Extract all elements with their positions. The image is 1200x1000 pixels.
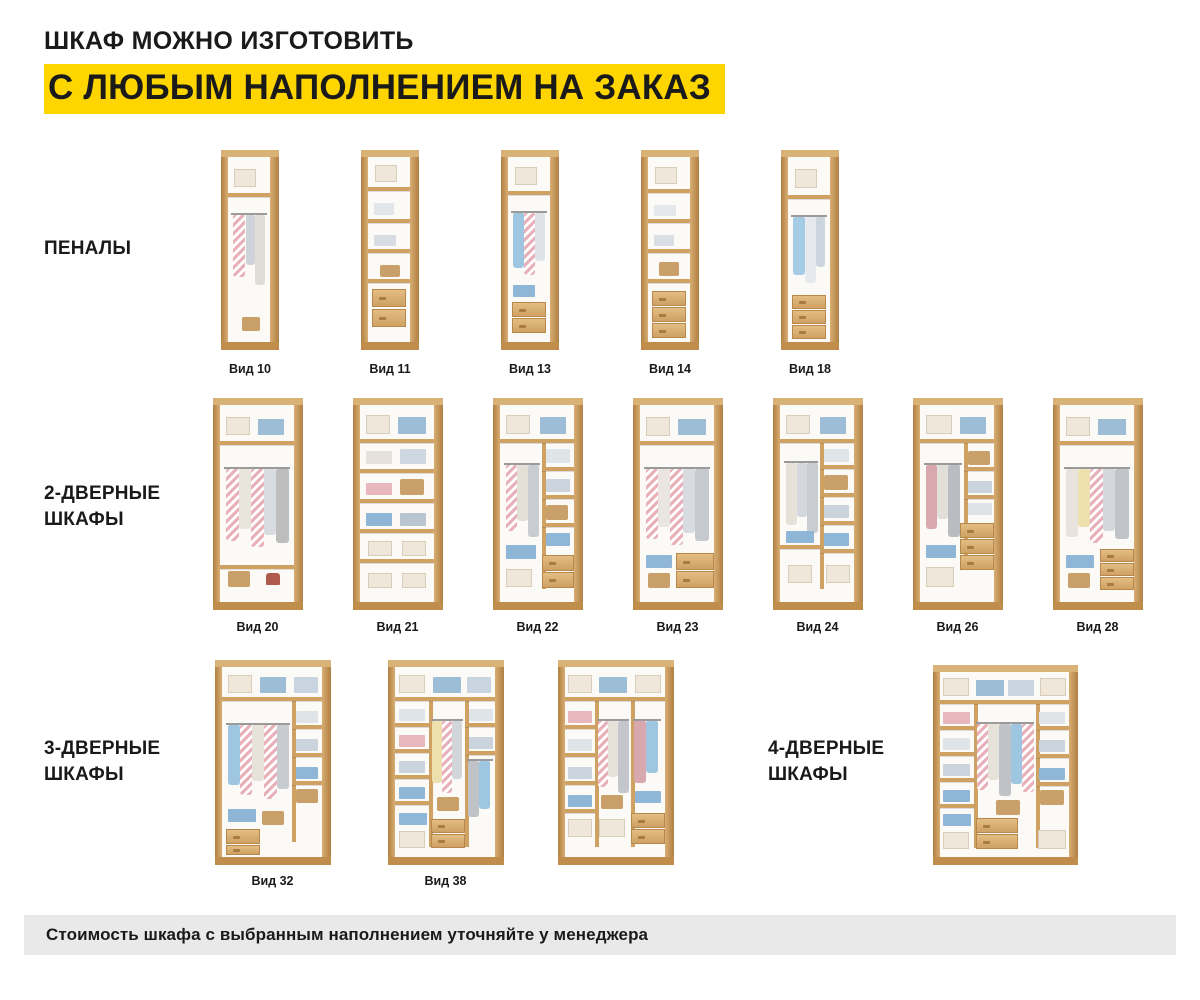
- section-label-pencil-cases: ПЕНАЛЫ: [44, 238, 132, 259]
- item-caption: Вид 26: [936, 620, 979, 634]
- item-caption: Вид 10: [228, 362, 272, 376]
- item-caption: Вид 28: [1076, 620, 1119, 634]
- page-title-line2: С ЛЮБЫМ НАПОЛНЕНИЕМ НА ЗАКАЗ: [48, 67, 712, 107]
- wardrobe-item[interactable]: [625, 150, 715, 380]
- item-caption: Вид 13: [508, 362, 552, 376]
- item-caption: Вид 22: [516, 620, 559, 634]
- section-label-four-door-line1: 4-ДВЕРНЫЕ: [768, 738, 885, 759]
- item-caption: Вид 11: [369, 362, 411, 376]
- wardrobe-illustration: [781, 150, 839, 350]
- footer-text: Стоимость шкафа с выбранным наполнением уточняйте у менеджера: [46, 925, 649, 944]
- wardrobe-item[interactable]: [205, 150, 295, 380]
- wardrobe-illustration: [353, 398, 443, 610]
- footer-banner: [24, 915, 1176, 955]
- wardrobe-illustration: [388, 660, 504, 865]
- wardrobe-illustration: [913, 398, 1003, 610]
- item-caption: Вид 23: [656, 620, 699, 634]
- item-caption: Вид 14: [648, 362, 692, 376]
- wardrobe-illustration: [501, 150, 559, 350]
- wardrobe-item[interactable]: [905, 398, 1010, 643]
- wardrobe-item[interactable]: [205, 660, 340, 895]
- item-caption: Вид 18: [788, 362, 832, 376]
- wardrobe-item[interactable]: [205, 398, 310, 643]
- item-caption: Вид 24: [796, 620, 839, 634]
- wardrobe-illustration: [213, 398, 303, 610]
- section-label-four-door: [768, 736, 884, 787]
- wardrobe-item[interactable]: [548, 660, 683, 895]
- wardrobe-item[interactable]: [345, 398, 450, 643]
- wardrobe-illustration: [633, 398, 723, 610]
- section-label-three-door: [44, 736, 160, 787]
- section-label-three-door-line1: 3-ДВЕРНЫЕ: [44, 738, 161, 759]
- wardrobe-item[interactable]: [345, 150, 435, 380]
- wardrobe-item[interactable]: [625, 398, 730, 643]
- wardrobe-illustration: [773, 398, 863, 610]
- item-caption: Вид 21: [376, 620, 419, 634]
- wardrobe-illustration: [558, 660, 674, 865]
- wardrobe-illustration: [641, 150, 699, 350]
- wardrobe-item[interactable]: [765, 150, 855, 380]
- wardrobe-illustration: [221, 150, 279, 350]
- wardrobe-item[interactable]: [485, 150, 575, 380]
- section-label-three-door-line2: ШКАФЫ: [44, 763, 124, 785]
- poster-header: [44, 28, 725, 114]
- page-title-line1: ШКАФ МОЖНО ИЗГОТОВИТЬ: [44, 27, 414, 55]
- wardrobe-illustration: [493, 398, 583, 610]
- item-caption: Вид 38: [424, 874, 467, 888]
- wardrobe-illustration: [215, 660, 331, 865]
- section-label-two-door-line2: ШКАФЫ: [44, 508, 124, 530]
- wardrobe-item[interactable]: [925, 665, 1085, 895]
- section-label-two-door-line1: 2-ДВЕРНЫЕ: [44, 483, 161, 504]
- title-highlight-band: [44, 64, 725, 115]
- section-label-two-door: [44, 481, 160, 532]
- wardrobe-item[interactable]: [378, 660, 513, 895]
- wardrobe-item[interactable]: [765, 398, 870, 643]
- wardrobe-illustration: [1053, 398, 1143, 610]
- wardrobe-item[interactable]: [1045, 398, 1150, 643]
- section-label-four-door-line2: ШКАФЫ: [768, 763, 848, 785]
- item-caption: Вид 20: [236, 620, 279, 634]
- item-caption: Вид 32: [251, 874, 294, 888]
- wardrobe-illustration: [933, 665, 1078, 865]
- wardrobe-illustration: [361, 150, 419, 350]
- wardrobe-item[interactable]: [485, 398, 590, 643]
